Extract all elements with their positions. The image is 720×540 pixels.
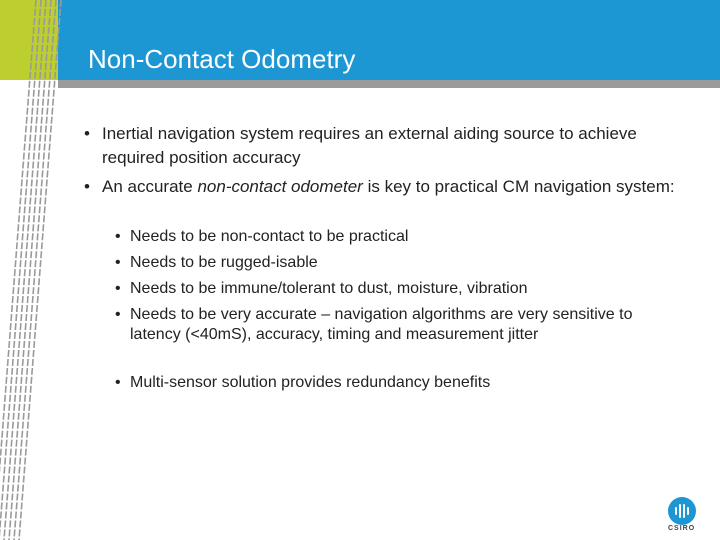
bullet-item: • An accurate non-contact odometer is key to practical CM navigation system: — [84, 177, 675, 196]
slide-title: Non-Contact Odometry — [88, 44, 356, 74]
sub-bullet-item: • Needs to be non-contact to be practical — [115, 228, 409, 245]
logo-mark-icon — [668, 497, 696, 525]
csiro-logo — [668, 497, 696, 525]
sub-bullet-item: • Needs to be immune/tolerant to dust, moisture, vibration — [115, 280, 528, 297]
sub-bullet-item: • Needs to be very accurate – navigation algorithms are very sensitive to latency (<40mS), accuracy, timing and measurement jitter — [115, 306, 633, 343]
header-underline — [58, 80, 720, 88]
decorative-stripes — [0, 0, 80, 540]
sub-bullet-item: • Needs to be rugged-isable — [115, 254, 318, 271]
bullet-item: • Inertial navigation system requires an external aiding source to achieve required position accuracy — [84, 124, 637, 167]
sub-bullet-item: • Multi-sensor solution provides redundancy benefits — [115, 374, 491, 391]
logo-text: CSIRO — [668, 525, 696, 532]
